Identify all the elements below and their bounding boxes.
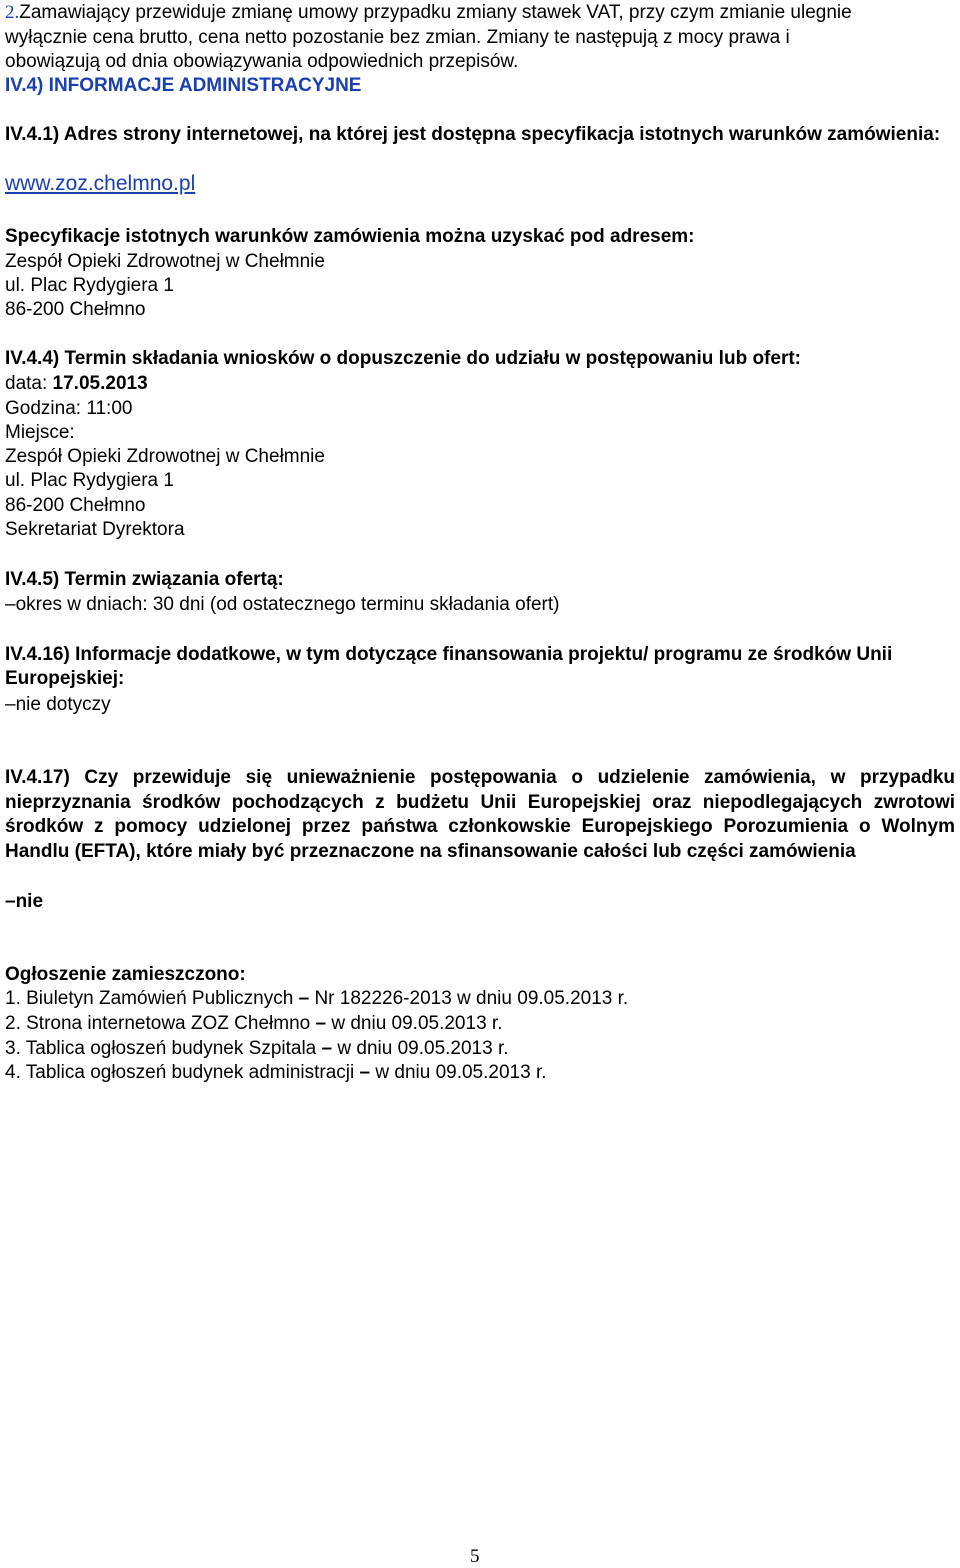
intro-line-1 xyxy=(5,1,852,25)
date-label: data: xyxy=(5,373,53,394)
announcement-item-2-text: 2. Strona internetowa ZOZ Chełmno xyxy=(5,1013,316,1034)
announcement-item-1-dash: – xyxy=(298,988,310,1009)
heading-iv416: IV.4.16) Informacje dodatkowe, w tym dotyczące finansowania projektu/ programu ze środków Unii Europejskiej: xyxy=(5,644,893,689)
announcement-item-3-text: 3. Tablica ogłoszeń budynek Szpitala xyxy=(5,1038,322,1059)
intro-number: 2. xyxy=(5,2,20,23)
intro-line-2: wyłącznie cena brutto, cena netto pozostanie bez zmian. Zmiany te następują z mocy prawa i xyxy=(5,27,790,48)
intro-text-1: Zamawiający przewiduje zmianę umowy przypadku zmiany stawek VAT, przy czym zmianie ulegnie xyxy=(19,2,852,23)
announcement-item-1-date: Nr 182226-2013 w dniu 09.05.2013 r. xyxy=(309,988,629,1009)
announcement-item-3-dash: – xyxy=(321,1038,333,1059)
announcement-item-2 xyxy=(5,1012,502,1036)
eu-funding-value: –nie dotyczy xyxy=(5,694,111,715)
announcement-item-4-text: 4. Tablica ogłoszeń budynek administracji xyxy=(5,1062,360,1083)
announcement-item-2-dash: – xyxy=(315,1013,327,1034)
place-address-3: 86-200 Chełmno xyxy=(5,495,146,516)
announcement-item-1-text: 1. Biuletyn Zamówień Publicznych xyxy=(5,988,299,1009)
place-address-2: ul. Plac Rydygiera 1 xyxy=(5,470,174,491)
place-address-4: Sekretariat Dyrektora xyxy=(5,519,185,540)
place-label: Miejsce: xyxy=(5,422,75,443)
heading-iv44: IV.4.4) Termin składania wniosków o dopuszczenie do udziału w postępowaniu lub ofert: xyxy=(5,348,801,369)
spec-url-line xyxy=(5,172,195,197)
deadline-date xyxy=(5,372,148,396)
announcement-item-4-dash: – xyxy=(359,1062,371,1083)
announcement-item-4 xyxy=(5,1061,547,1085)
binding-period: –okres w dniach: 30 dni (od ostatecznego terminu składania ofert) xyxy=(5,594,560,615)
deadline-time: Godzina: 11:00 xyxy=(5,398,133,419)
heading-iv45: IV.4.5) Termin związania ofertą: xyxy=(5,569,284,590)
page-number: 5 xyxy=(470,1546,480,1567)
intro-line-3: obowiązują od dnia obowiązywania odpowiednich przepisów. xyxy=(5,51,519,72)
heading-announcement: Ogłoszenie zamieszczono: xyxy=(5,964,246,985)
spec-address-1: Zespół Opieki Zdrowotnej w Chełmnie xyxy=(5,251,325,272)
announcement-item-3 xyxy=(5,1037,509,1061)
cancellation-value: –nie xyxy=(5,891,44,912)
heading-spec: Specyfikacje istotnych warunków zamówienia można uzyskać pod adresem: xyxy=(5,226,695,247)
announcement-item-4-date: w dniu 09.05.2013 r. xyxy=(370,1062,547,1083)
spec-address-3: 86-200 Chełmno xyxy=(5,299,146,320)
announcement-item-2-date: w dniu 09.05.2013 r. xyxy=(326,1013,503,1034)
date-value: 17.05.2013 xyxy=(52,373,148,394)
section-heading-iv4: IV.4) INFORMACJE ADMINISTRACYJNE xyxy=(5,75,362,96)
announcement-item-3-date: w dniu 09.05.2013 r. xyxy=(332,1038,509,1059)
heading-iv417: IV.4.17) Czy przewiduje się unieważnienie postępowania o udzielenie zamówienia, w przypadku nieprzyznania środków pochodzących z budżetu Unii Europejskiej oraz niepodlegających zwrotowi środków z pomocy udzielonej przez państwa członkowskie Europejskiego Porozumienia o Wolnym Handlu (EFTA), które miały być przeznaczone na sfinansowanie całości lub części zamówienia xyxy=(5,767,955,862)
announcement-item-1 xyxy=(5,987,628,1011)
place-address-1: Zespół Opieki Zdrowotnej w Chełmnie xyxy=(5,446,325,467)
heading-iv41: IV.4.1) Adres strony internetowej, na której jest dostępna specyfikacja istotnych warunków zamówienia: xyxy=(5,124,941,145)
spec-address-2: ul. Plac Rydygiera 1 xyxy=(5,275,174,296)
spec-url-link[interactable]: www.zoz.chelmno.pl xyxy=(5,172,196,195)
